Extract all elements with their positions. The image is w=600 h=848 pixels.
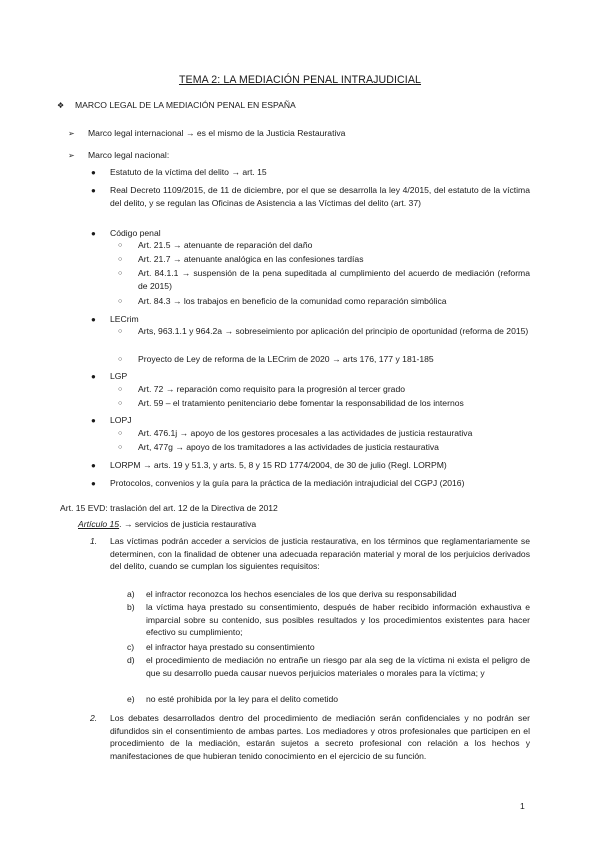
international-framework: Marco legal internacional → es el mismo de la Justicia Restaurativa <box>88 128 346 138</box>
bullet-icon: ● <box>91 461 96 470</box>
circle-bullet-icon: ○ <box>118 242 123 249</box>
sub-list-item: Art, 477g → apoyo de los tramitadores a las actividades de justicia restaurativa <box>138 442 439 452</box>
list-item: Código penal <box>110 228 161 238</box>
list-item: Real Decreto 1109/2015, de 11 de diciembre, por el que se desarrolla la ley 4/2015, del estatuto de la víctima del delito, y se regulan las Oficinas de Asistencia a las Víctimas del delito (art. 37) <box>110 185 530 208</box>
list-item: Protocolos, convenios y la guía para la práctica de la mediación intrajudicial del CGPJ (2016) <box>110 478 465 488</box>
requirement-text: el infractor reconozca los hechos esenciales de los que deriva su responsabilidad <box>146 589 457 599</box>
circle-bullet-icon: ○ <box>118 356 123 363</box>
list-item: LOPJ <box>110 415 132 425</box>
list-item: LGP <box>110 371 128 381</box>
list-item: Estatuto de la víctima del delito → art. 15 <box>110 167 267 177</box>
diamond-bullet-icon: ❖ <box>57 101 65 110</box>
bullet-icon: ● <box>91 315 96 324</box>
list-item: LECrim <box>110 314 139 324</box>
paragraph-2: Los debates desarrollados dentro del procedimiento de mediación serán confidenciales y no podrán ser difundidos sin el consentimiento de ambas partes. Los mediadores y otros profesionales que participen en el procedimiento de la mediación, estarán sujetos a secreto profesional con relación a los hechos y manifestaciones de que hubieran tenido conocimiento en el ejercicio de su función. <box>110 713 530 761</box>
art15-heading: Art. 15 EVD: traslación del art. 12 de la Directiva de 2012 <box>60 503 278 513</box>
bullet-icon: ● <box>91 372 96 381</box>
article-description: . → servicios de justicia restaurativa <box>119 519 257 529</box>
bullet-icon: ● <box>91 186 96 195</box>
circle-bullet-icon: ○ <box>118 256 123 263</box>
bullet-icon: ● <box>91 479 96 488</box>
article-label: Artículo 15 <box>78 519 120 529</box>
sub-list-item: Arts, 963.1.1 y 964.2a → sobreseimiento por aplicación del principio de oportunidad (reforma de 2015) <box>138 326 529 336</box>
national-framework-heading: Marco legal nacional: <box>88 150 170 160</box>
sub-list-item: Art. 21.5 → atenuante de reparación del daño <box>138 240 313 250</box>
paragraph-number: 1. <box>90 536 98 546</box>
sub-list-item: Art. 21.7 → atenuante analógica en las confesiones tardías <box>138 254 364 264</box>
requirement-text: la víctima haya prestado su consentimiento, después de haber recibido información exhaustiva e imparcial sobre su contenido, sus posibles resultados y los procedimientos existentes para hacer efectivo su cumplimiento; <box>146 602 530 638</box>
list-item: LORPM → arts. 19 y 51.3, y arts. 5, 8 y 15 RD 1774/2004, de 30 de julio (Regl. LORPM) <box>110 460 447 470</box>
circle-bullet-icon: ○ <box>118 386 123 393</box>
bullet-icon: ● <box>91 168 96 177</box>
circle-bullet-icon: ○ <box>118 400 123 407</box>
paragraph-1: Las víctimas podrán acceder a servicios de justicia restaurativa, en los términos que reglamentariamente se determinen, con la finalidad de obtener una adecuada reparación material y moral de los perjuicios derivados del delito, cuando se cumplan los siguientes requisitos: <box>110 536 530 572</box>
requirement-letter: e) <box>127 694 135 704</box>
sub-list-item: Proyecto de Ley de reforma de la LECrim de 2020 → arts 176, 177 y 181-185 <box>138 354 434 364</box>
sub-list-item: Art. 72 → reparación como requisito para la progresión al tercer grado <box>138 384 406 394</box>
bullet-icon: ● <box>91 229 96 238</box>
section-heading: MARCO LEGAL DE LA MEDIACIÓN PENAL EN ESPAÑA <box>75 100 296 110</box>
article-title <box>78 518 256 531</box>
sub-list-item: Art. 476.1j → apoyo de los gestores procesales a las actividades de justicia restaurativa <box>138 428 473 438</box>
circle-bullet-icon: ○ <box>118 430 123 437</box>
circle-bullet-icon: ○ <box>118 444 123 451</box>
circle-bullet-icon: ○ <box>118 298 123 305</box>
bullet-icon: ● <box>91 416 96 425</box>
arrow-bullet-icon: ➢ <box>68 129 75 138</box>
page-title: TEMA 2: LA MEDIACIÓN PENAL INTRAJUDICIAL <box>178 74 422 86</box>
requirement-text: no esté prohibida por la ley para el delito cometido <box>146 694 339 704</box>
sub-list-item: Art. 84.1.1 → suspensión de la pena supeditada al cumplimiento del acuerdo de mediación (reforma de 2015) <box>138 268 530 291</box>
paragraph-number: 2. <box>90 713 98 723</box>
requirement-letter: d) <box>127 655 135 665</box>
requirement-letter: c) <box>127 642 135 652</box>
requirement-letter: b) <box>127 602 135 612</box>
sub-list-item: Art. 84.3 → los trabajos en beneficio de la comunidad como reparación simbólica <box>138 296 447 306</box>
arrow-bullet-icon: ➢ <box>68 151 75 160</box>
requirement-letter: a) <box>127 589 135 599</box>
circle-bullet-icon: ○ <box>118 270 123 277</box>
circle-bullet-icon: ○ <box>118 328 123 335</box>
requirement-text: el procedimiento de mediación no entrañe un riesgo par ala seg de la víctima ni exista el peligro de que su desarrollo pueda causar nuevos perjuicios materiales o morales para la víctima; y <box>146 655 530 678</box>
sub-list-item: Art. 59 – el tratamiento penitenciario debe fomentar la responsabilidad de los internos <box>138 398 464 408</box>
page-number: 1 <box>520 801 525 811</box>
requirement-text: el infractor haya prestado su consentimiento <box>146 642 315 652</box>
